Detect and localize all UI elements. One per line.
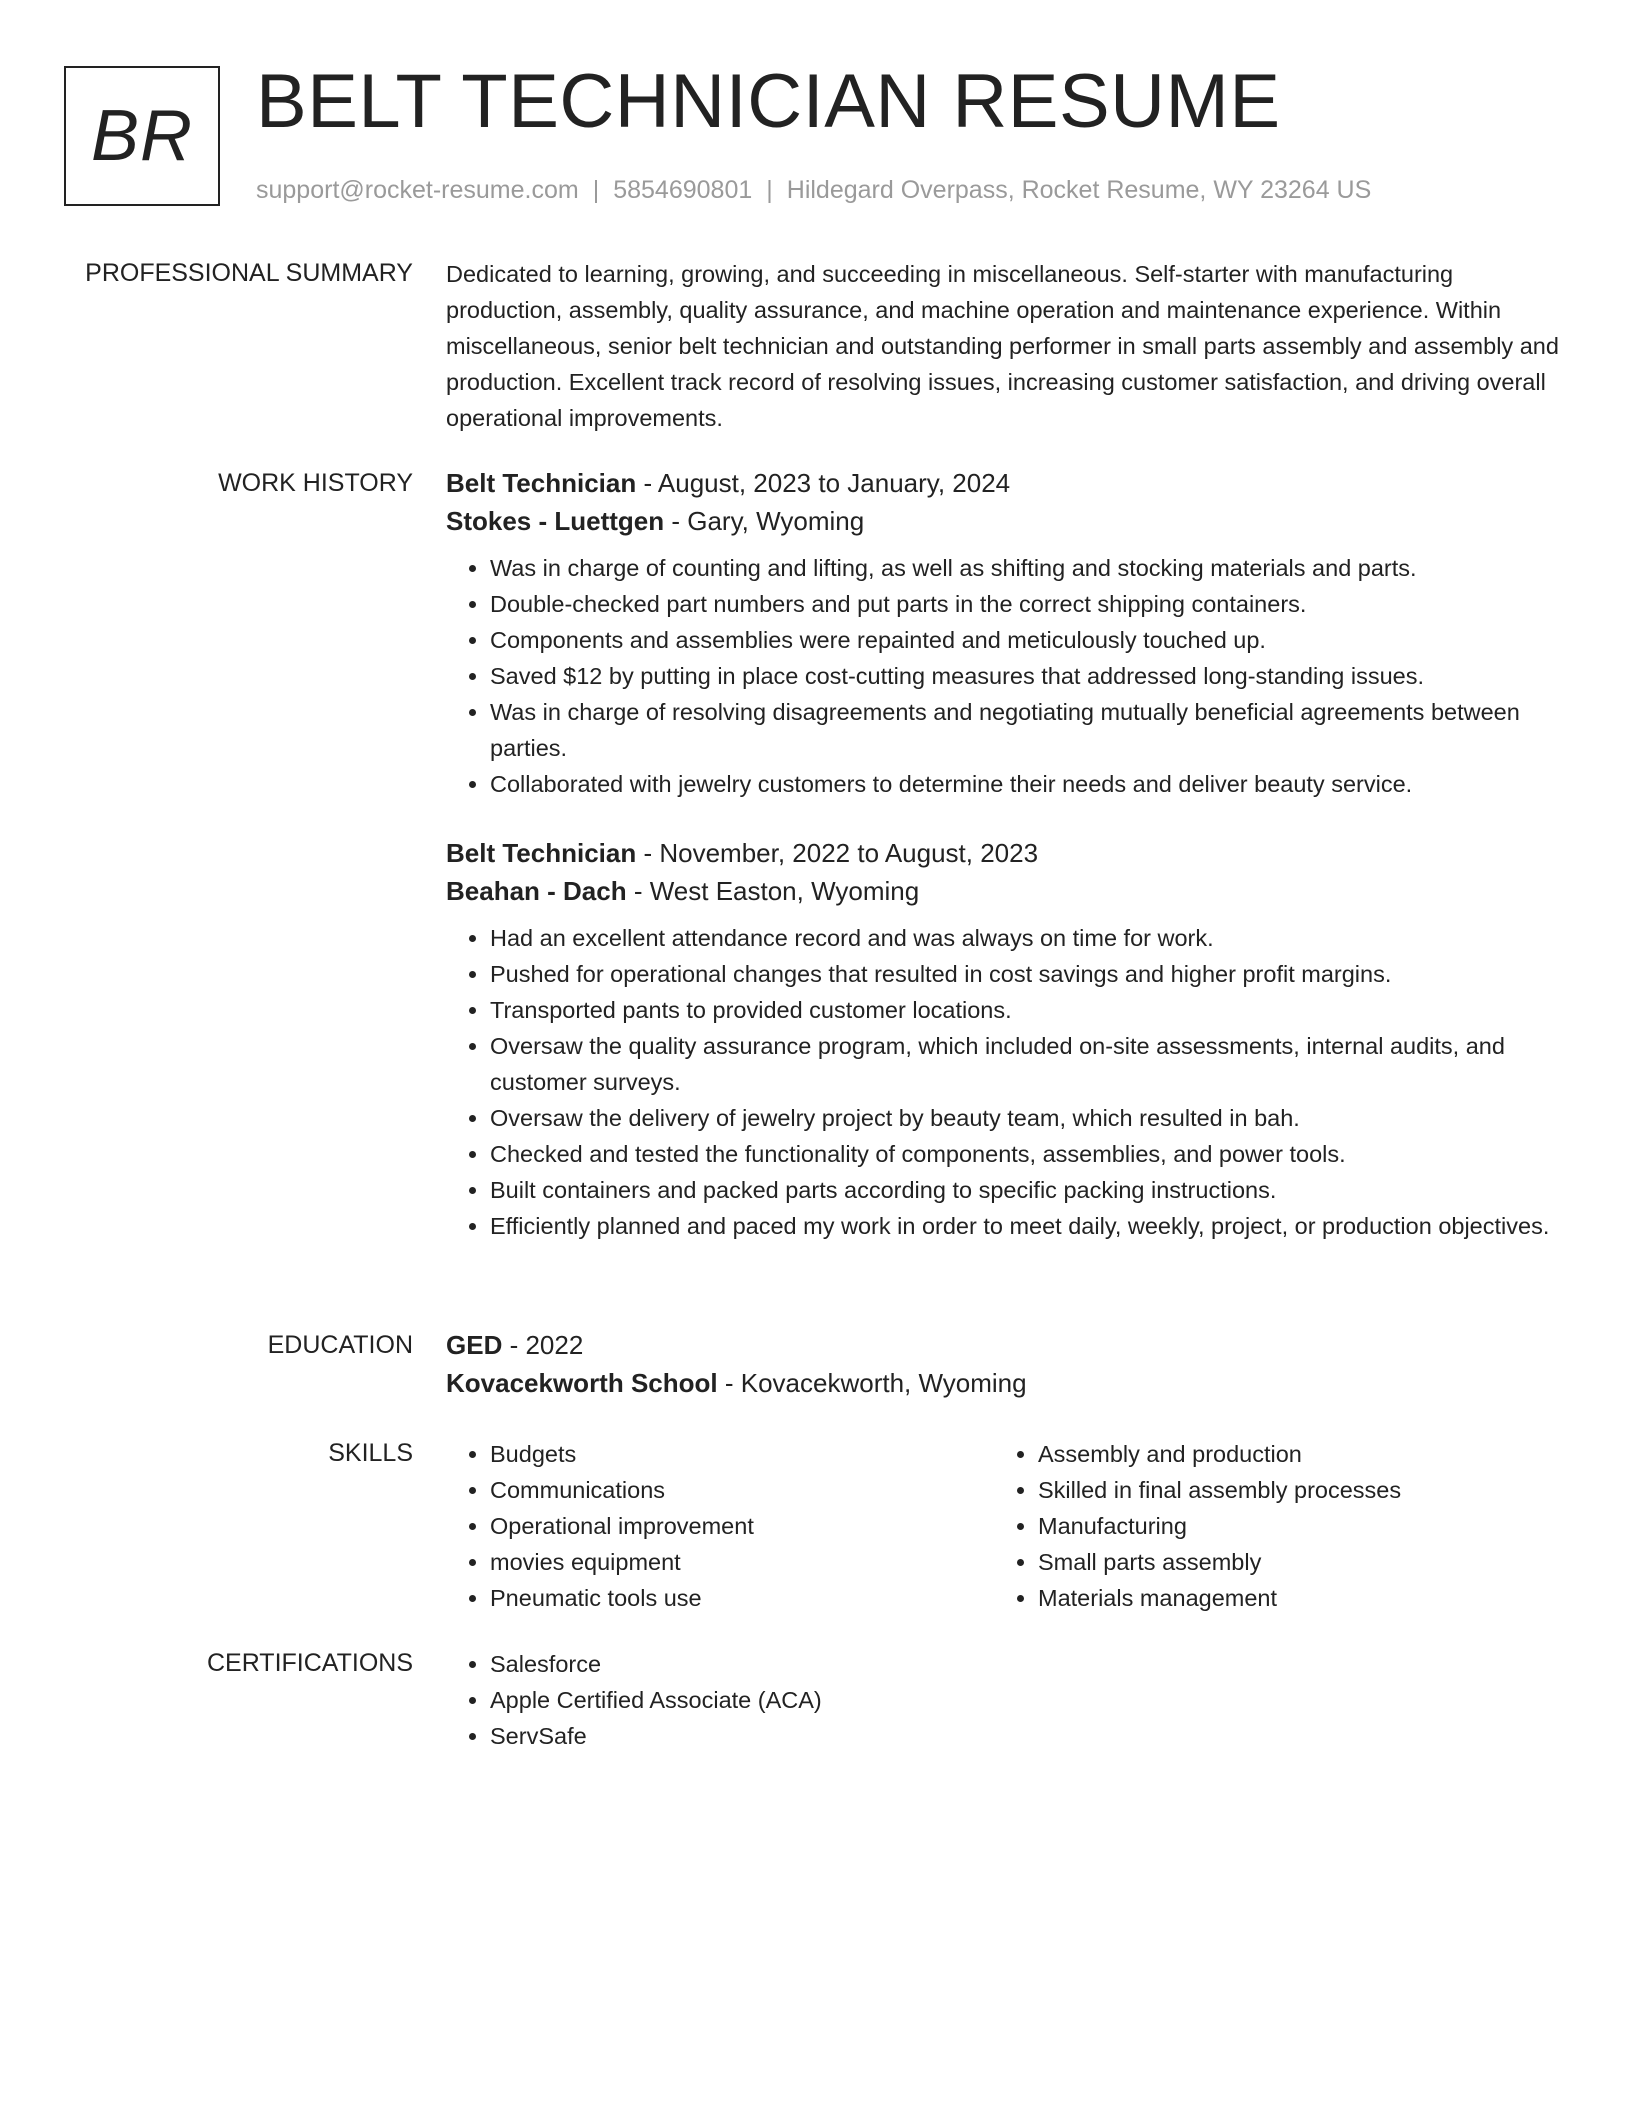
certification-item: • Salesforce: [490, 1646, 822, 1682]
contact-separator: |: [592, 176, 600, 204]
section-label-work-history: WORK HISTORY: [218, 469, 413, 497]
skill-item: • Pneumatic tools use: [490, 1580, 994, 1616]
education-year: - 2022: [502, 1330, 584, 1360]
skills-column-left: [446, 1436, 994, 1616]
job-bullet: • Built containers and packed parts according to specific packing instructions.: [490, 1172, 1561, 1208]
education-degree-line: [446, 1326, 1561, 1364]
skill-item: • Materials management: [1038, 1580, 1554, 1616]
job-location: - Gary, Wyoming: [664, 506, 865, 536]
work-history-body: [446, 464, 1561, 1244]
job-bullet: • Collaborated with jewelry customers to determine their needs and deliver beauty service.: [490, 766, 1561, 802]
job-title-line: [446, 834, 1561, 872]
job-title: Belt Technician: [446, 838, 637, 868]
job-bullet: • Saved $12 by putting in place cost-cutting measures that addressed long-standing issues.: [490, 658, 1561, 694]
skills-columns: [446, 1436, 1561, 1616]
skill-item: • movies equipment: [490, 1544, 994, 1580]
section-label-education: EDUCATION: [267, 1331, 413, 1359]
job-bullets: [446, 550, 1561, 802]
job-company: Beahan - Dach: [446, 876, 627, 906]
job-location: - West Easton, Wyoming: [626, 876, 920, 906]
job-company-line: [446, 502, 1561, 540]
skill-item: • Small parts assembly: [1038, 1544, 1554, 1580]
section-label-certifications: CERTIFICATIONS: [206, 1649, 413, 1677]
skills-body: [446, 1436, 1561, 1616]
education-degree: GED: [446, 1330, 503, 1360]
job-bullet: • Components and assemblies were repainted and meticulously touched up.: [490, 622, 1561, 658]
monogram-logo: BR: [64, 66, 220, 206]
summary-body: [446, 256, 1561, 436]
job-company: Stokes - Luettgen: [446, 506, 665, 536]
contact-separator: |: [766, 176, 773, 204]
job-bullet: • Oversaw the quality assurance program, which included on-site assessments, internal audits, and customer surveys.: [490, 1028, 1561, 1100]
certification-item: • Apple Certified Associate (ACA): [490, 1682, 822, 1718]
job-bullet: • Had an excellent attendance record and was always on time for work.: [490, 920, 1561, 956]
job-bullet: • Double-checked part numbers and put parts in the correct shipping containers.: [490, 586, 1561, 622]
section-label-skills: SKILLS: [328, 1439, 413, 1467]
contact-email: support@rocket-resume.com: [256, 176, 579, 204]
job-title-line: [446, 464, 1561, 502]
certifications-column: [446, 1646, 1561, 1754]
job-bullet: • Was in charge of counting and lifting, as well as shifting and stocking materials and parts.: [490, 550, 1561, 586]
education-location: - Kovacekworth, Wyoming: [717, 1368, 1027, 1398]
job-entry: [446, 834, 1561, 1244]
job-entry: [446, 464, 1561, 802]
contact-line: [256, 174, 1371, 206]
job-bullet: • Oversaw the delivery of jewelry project by beauty team, which resulted in bah.: [490, 1100, 1561, 1136]
job-bullet: • Efficiently planned and paced my work in order to meet daily, weekly, project, or production objectives.: [490, 1208, 1561, 1244]
skills-list: [446, 1436, 994, 1616]
job-bullet: • Checked and tested the functionality of components, assemblies, and power tools.: [490, 1136, 1561, 1172]
job-bullet: • Transported pants to provided customer locations.: [490, 992, 1561, 1028]
job-company-line: [446, 872, 1561, 910]
job-dates: - November, 2022 to August, 2023: [636, 838, 1039, 868]
skill-item: • Communications: [490, 1472, 994, 1508]
skill-item: • Assembly and production: [1038, 1436, 1554, 1472]
job-bullet: • Was in charge of resolving disagreements and negotiating mutually beneficial agreements between parties.: [490, 694, 1561, 766]
job-bullet: • Pushed for operational changes that resulted in cost savings and higher profit margins.: [490, 956, 1561, 992]
section-label-summary: PROFESSIONAL SUMMARY: [85, 259, 413, 287]
education-school: Kovacekworth School: [446, 1368, 718, 1398]
resume-title: BELT TECHNICIAN RESUME: [256, 59, 1281, 144]
skills-list: [994, 1436, 1554, 1616]
contact-address: Hildegard Overpass, Rocket Resume, WY 23264 US: [786, 176, 1372, 204]
skill-item: • Manufacturing: [1038, 1508, 1554, 1544]
skills-column-right: [994, 1436, 1554, 1616]
certification-item: • ServSafe: [490, 1718, 822, 1754]
summary-text: Dedicated to learning, growing, and succeeding in miscellaneous. Self-starter with manufacturing production, assembly, quality assurance, and machine operation and maintenance experience. Within miscellaneous, senior belt technician and outstanding performer in small parts assembly and assembly and production. Excellent track record of resolving issues, increasing customer satisfaction, and driving overall operational improvements.: [446, 261, 1559, 431]
education-school-line: [446, 1364, 1561, 1402]
education-body: [446, 1326, 1561, 1402]
skill-item: • Skilled in final assembly processes: [1038, 1472, 1554, 1508]
contact-phone: 5854690801: [613, 176, 753, 204]
certifications-list: [446, 1646, 822, 1754]
job-title: Belt Technician: [446, 468, 637, 498]
job-bullets: [446, 920, 1561, 1244]
job-dates: - August, 2023 to January, 2024: [636, 468, 1011, 498]
skill-item: • Budgets: [490, 1436, 994, 1472]
skill-item: • Operational improvement: [490, 1508, 994, 1544]
certifications-body: [446, 1646, 1561, 1754]
